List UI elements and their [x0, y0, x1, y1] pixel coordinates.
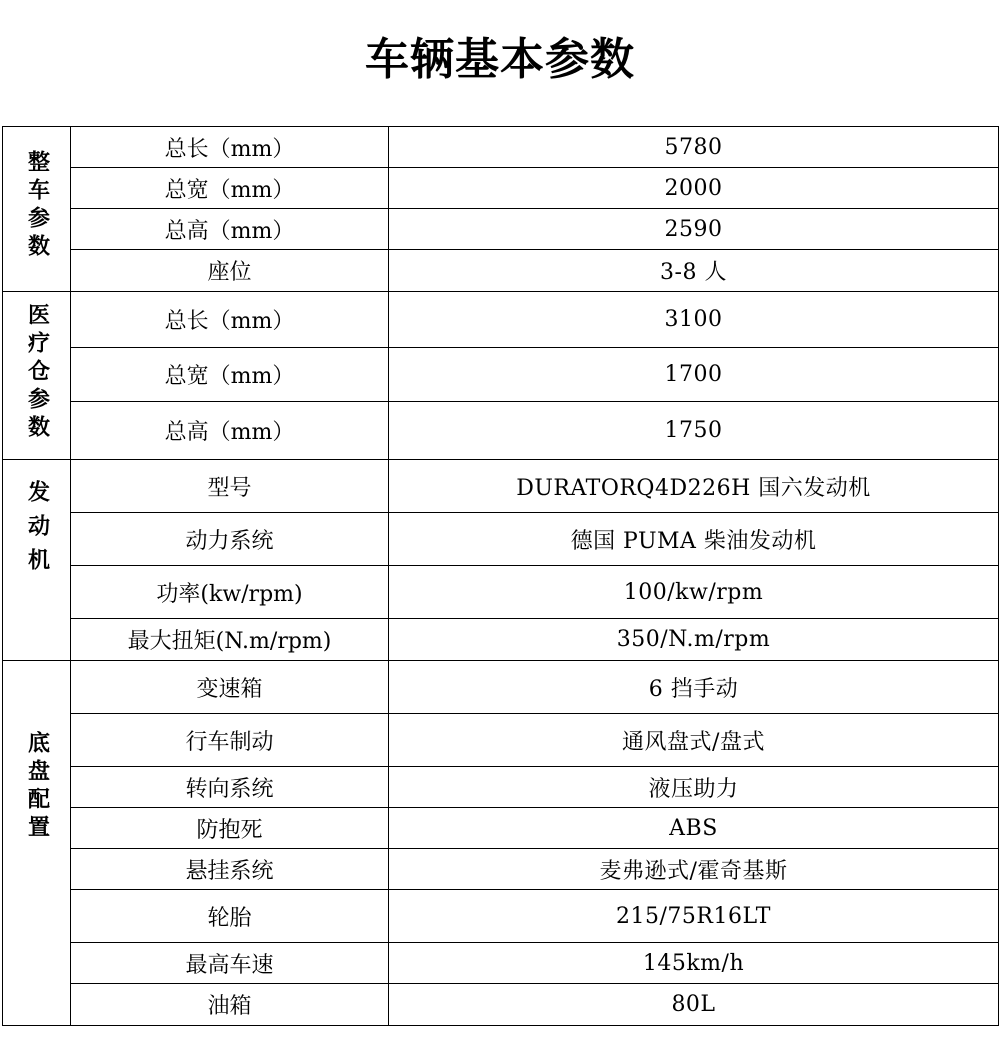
param-value: 3100	[389, 292, 999, 348]
param-label: 悬挂系统	[71, 849, 389, 890]
category-cell	[3, 127, 71, 292]
table-row	[3, 348, 999, 402]
param-value: 德国 PUMA 柴油发动机	[389, 513, 999, 566]
param-value: 80L	[389, 984, 999, 1026]
table-row	[3, 767, 999, 808]
param-value: 5780	[389, 127, 999, 168]
param-value: 液压助力	[389, 767, 999, 808]
param-label: 总宽（mm）	[71, 168, 389, 209]
param-value: 100/kw/rpm	[389, 566, 999, 619]
table-row	[3, 984, 999, 1026]
param-value: ABS	[389, 808, 999, 849]
category-label: 整车参数	[24, 150, 50, 262]
table-row	[3, 513, 999, 566]
table-row	[3, 460, 999, 513]
table-row	[3, 661, 999, 714]
category-label: 医疗仓参数	[24, 302, 50, 443]
param-label: 功率(kw/rpm)	[71, 566, 389, 619]
table-row	[3, 619, 999, 661]
param-label: 最高车速	[71, 943, 389, 984]
param-value: 350/N.m/rpm	[389, 619, 999, 661]
param-label: 最大扭矩(N.m/rpm)	[71, 619, 389, 661]
param-value: 2590	[389, 209, 999, 250]
table-row	[3, 292, 999, 348]
table-row	[3, 402, 999, 460]
param-label: 总长（mm）	[71, 292, 389, 348]
table-row	[3, 209, 999, 250]
param-value: 145km/h	[389, 943, 999, 984]
param-label: 总高（mm）	[71, 402, 389, 460]
param-value: DURATORQ4D226H 国六发动机	[389, 460, 999, 513]
table-row	[3, 250, 999, 292]
page-title: 车辆基本参数	[365, 34, 635, 85]
category-label: 底盘配置	[24, 731, 50, 843]
param-value: 1700	[389, 348, 999, 402]
param-value: 6 挡手动	[389, 661, 999, 714]
param-label: 防抱死	[71, 808, 389, 849]
category-cell	[3, 460, 71, 661]
param-label: 总宽（mm）	[71, 348, 389, 402]
param-value: 215/75R16LT	[389, 890, 999, 943]
param-label: 总长（mm）	[71, 127, 389, 168]
param-label: 总高（mm）	[71, 209, 389, 250]
table-row	[3, 890, 999, 943]
param-label: 轮胎	[71, 890, 389, 943]
table-row	[3, 808, 999, 849]
param-value: 3-8 人	[389, 250, 999, 292]
category-cell	[3, 292, 71, 460]
spec-table	[2, 126, 999, 1026]
param-label: 行车制动	[71, 714, 389, 767]
category-label: 发动机	[24, 480, 50, 582]
param-label: 型号	[71, 460, 389, 513]
param-label: 变速箱	[71, 661, 389, 714]
table-row	[3, 849, 999, 890]
param-value: 麦弗逊式/霍奇基斯	[389, 849, 999, 890]
table-row	[3, 127, 999, 168]
param-value: 2000	[389, 168, 999, 209]
table-row	[3, 566, 999, 619]
table-row	[3, 943, 999, 984]
param-label: 座位	[71, 250, 389, 292]
param-label: 转向系统	[71, 767, 389, 808]
table-row	[3, 714, 999, 767]
param-value: 1750	[389, 402, 999, 460]
category-cell	[3, 661, 71, 1026]
param-label: 动力系统	[71, 513, 389, 566]
param-value: 通风盘式/盘式	[389, 714, 999, 767]
param-label: 油箱	[71, 984, 389, 1026]
table-row	[3, 168, 999, 209]
